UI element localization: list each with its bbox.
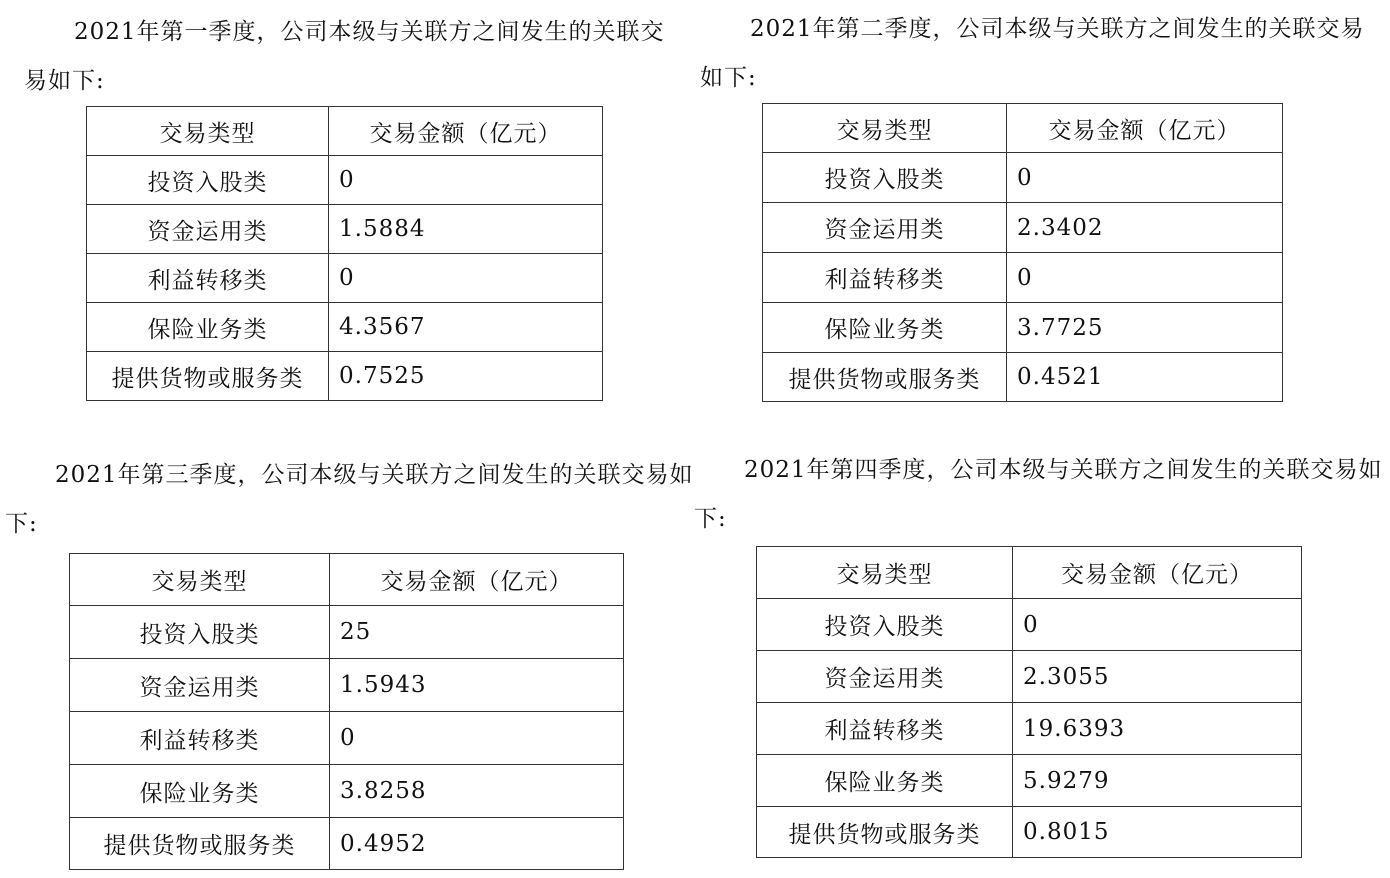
row-type: 投资入股类: [87, 156, 329, 205]
table-row: [763, 253, 1283, 303]
row-amount: 0: [1013, 599, 1302, 651]
row-type: 资金运用类: [70, 659, 330, 712]
row-type: 提供货物或服务类: [70, 818, 330, 870]
table-row: [70, 818, 624, 870]
quarter-2-intro: 2021年第二季度，公司本级与关联方之间发生的关联交易如下:: [700, 16, 1365, 91]
header-amount: 交易金额（亿元）: [330, 554, 624, 606]
table-header-row: [87, 107, 603, 156]
table-row: [763, 303, 1283, 353]
row-amount: 0.4952: [330, 818, 624, 870]
row-type: 保险业务类: [763, 303, 1007, 353]
quarter-1-intro: 2021年第一季度，公司本级与关联方之间发生的关联交易如下:: [24, 19, 665, 94]
row-amount: 25: [330, 606, 624, 659]
header-type: 交易类型: [763, 104, 1007, 153]
table-row: [763, 153, 1283, 203]
row-type: 提供货物或服务类: [87, 352, 329, 401]
row-type: 利益转移类: [70, 712, 330, 765]
row-amount: 0: [329, 156, 603, 205]
row-amount: 0: [329, 254, 603, 303]
row-type: 资金运用类: [757, 651, 1013, 703]
row-amount: 19.6393: [1013, 703, 1302, 755]
table-row: [70, 765, 624, 818]
row-type: 资金运用类: [87, 205, 329, 254]
header-amount: 交易金额（亿元）: [1007, 104, 1283, 153]
table-row: [87, 303, 603, 352]
row-amount: 1.5943: [330, 659, 624, 712]
row-type: 提供货物或服务类: [757, 807, 1013, 858]
table-row: [757, 651, 1302, 703]
table-row: [87, 205, 603, 254]
row-amount: 2.3055: [1013, 651, 1302, 703]
quarter-3-intro: 2021年第三季度，公司本级与关联方之间发生的关联交易如下:: [5, 462, 694, 537]
header-type: 交易类型: [757, 547, 1013, 599]
row-amount: 5.9279: [1013, 755, 1302, 807]
row-amount: 3.7725: [1007, 303, 1283, 353]
row-type: 投资入股类: [757, 599, 1013, 651]
table-row: [763, 203, 1283, 253]
header-type: 交易类型: [87, 107, 329, 156]
table-row: [70, 606, 624, 659]
row-amount: 0.8015: [1013, 807, 1302, 858]
row-amount: 0.4521: [1007, 353, 1283, 402]
row-type: 投资入股类: [763, 153, 1007, 203]
table-header-row: [763, 104, 1283, 153]
row-amount: 0: [330, 712, 624, 765]
row-type: 保险业务类: [70, 765, 330, 818]
quarter-4-table: [756, 546, 1302, 858]
quarter-3-table: [69, 553, 624, 870]
header-amount: 交易金额（亿元）: [329, 107, 603, 156]
row-type: 资金运用类: [763, 203, 1007, 253]
table-row: [757, 703, 1302, 755]
row-amount: 4.3567: [329, 303, 603, 352]
quarter-2-table: [762, 103, 1283, 402]
quarter-4-intro: 2021年第四季度，公司本级与关联方之间发生的关联交易如下:: [694, 457, 1383, 532]
row-type: 利益转移类: [87, 254, 329, 303]
quarter-1-table: [86, 106, 603, 401]
row-amount: 0: [1007, 153, 1283, 203]
row-type: 保险业务类: [757, 755, 1013, 807]
row-amount: 3.8258: [330, 765, 624, 818]
header-amount: 交易金额（亿元）: [1013, 547, 1302, 599]
table-row: [763, 353, 1283, 402]
row-amount: 0.7525: [329, 352, 603, 401]
table-row: [70, 659, 624, 712]
row-amount: 0: [1007, 253, 1283, 303]
row-type: 保险业务类: [87, 303, 329, 352]
table-row: [87, 352, 603, 401]
row-type: 利益转移类: [757, 703, 1013, 755]
table-header-row: [757, 547, 1302, 599]
row-amount: 2.3402: [1007, 203, 1283, 253]
row-amount: 1.5884: [329, 205, 603, 254]
table-row: [87, 156, 603, 205]
header-type: 交易类型: [70, 554, 330, 606]
row-type: 投资入股类: [70, 606, 330, 659]
row-type: 提供货物或服务类: [763, 353, 1007, 402]
table-row: [757, 807, 1302, 858]
row-type: 利益转移类: [763, 253, 1007, 303]
table-row: [757, 755, 1302, 807]
table-row: [70, 712, 624, 765]
table-header-row: [70, 554, 624, 606]
table-row: [87, 254, 603, 303]
table-row: [757, 599, 1302, 651]
